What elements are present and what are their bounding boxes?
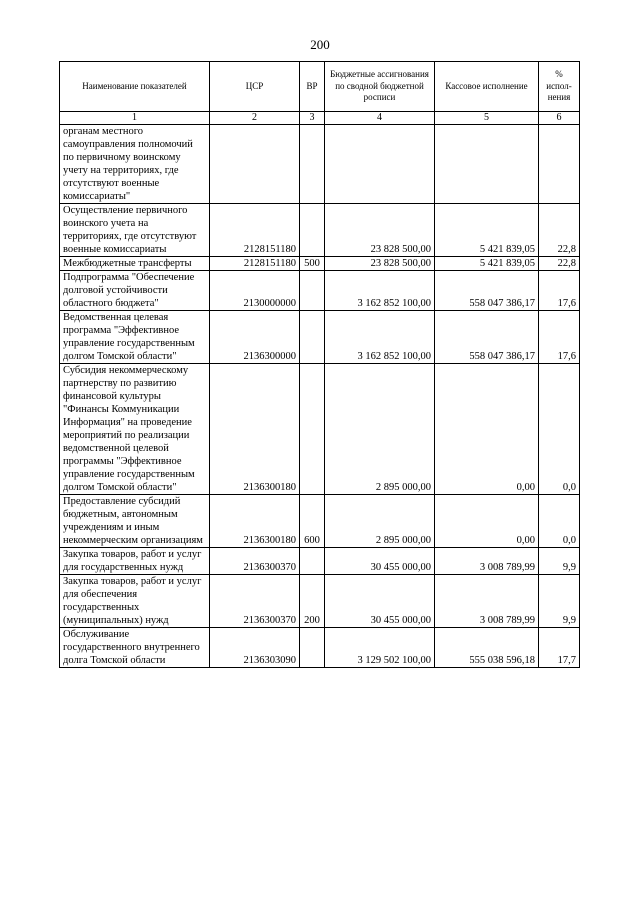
table-row <box>60 364 580 495</box>
row-csr: 2136300000 <box>210 311 300 364</box>
row-vr: 600 <box>300 495 325 548</box>
row-vr: 200 <box>300 575 325 628</box>
row-csr: 2128151180 <box>210 257 300 271</box>
row-percent: 22,8 <box>539 204 580 257</box>
row-assignments <box>325 125 435 204</box>
row-assignments: 2 895 000,00 <box>325 495 435 548</box>
column-header-name: Наименование показателей <box>60 62 210 112</box>
row-vr <box>300 364 325 495</box>
column-number: 3 <box>300 112 325 125</box>
budget-table <box>59 61 580 668</box>
row-assignments: 30 455 000,00 <box>325 575 435 628</box>
row-csr: 2128151180 <box>210 204 300 257</box>
row-name: Закупка товаров, работ и услуг для обеспечения государственных (муниципальных) нужд <box>60 575 210 628</box>
row-assignments: 23 828 500,00 <box>325 204 435 257</box>
table-row <box>60 311 580 364</box>
row-percent: 0,0 <box>539 364 580 495</box>
row-csr: 2130000000 <box>210 271 300 311</box>
row-percent: 22,8 <box>539 257 580 271</box>
column-numbers-row <box>60 112 580 125</box>
row-vr <box>300 271 325 311</box>
row-assignments: 3 162 852 100,00 <box>325 271 435 311</box>
page-number: 200 <box>310 37 330 52</box>
column-header-execution: Кассовое исполнение <box>435 62 539 112</box>
row-csr: 2136300180 <box>210 364 300 495</box>
row-percent <box>539 125 580 204</box>
row-name: Межбюджетные трансферты <box>60 257 210 271</box>
column-number: 6 <box>539 112 580 125</box>
row-execution: 3 008 789,99 <box>435 575 539 628</box>
row-name: Предоставление субсидий бюджетным, автономным учреждениям и иным некоммерческим организациям <box>60 495 210 548</box>
column-number: 4 <box>325 112 435 125</box>
table-row <box>60 125 580 204</box>
row-percent: 17,7 <box>539 628 580 668</box>
row-csr: 2136300180 <box>210 495 300 548</box>
row-execution: 0,00 <box>435 364 539 495</box>
row-assignments: 30 455 000,00 <box>325 548 435 575</box>
row-execution: 0,00 <box>435 495 539 548</box>
table-row <box>60 628 580 668</box>
row-execution: 558 047 386,17 <box>435 311 539 364</box>
row-assignments: 23 828 500,00 <box>325 257 435 271</box>
row-name: Ведомственная целевая программа "Эффективное управление государственным долгом Томской области" <box>60 311 210 364</box>
header-row <box>60 62 580 112</box>
row-vr <box>300 548 325 575</box>
row-execution: 555 038 596,18 <box>435 628 539 668</box>
row-name: Осуществление первичного воинского учета на территориях, где отсутствуют военные комиссариаты <box>60 204 210 257</box>
row-name: Закупка товаров, работ и услуг для государственных нужд <box>60 548 210 575</box>
row-percent: 0,0 <box>539 495 580 548</box>
row-assignments: 2 895 000,00 <box>325 364 435 495</box>
table-row <box>60 204 580 257</box>
row-vr <box>300 311 325 364</box>
row-name: Субсидия некоммерческому партнерству по развитию финансовой культуры "Финансы Коммуникации Информация" на проведение мероприятий по реализации ведомственной целевой программы "Эффективное управление государственным долгом Томской области" <box>60 364 210 495</box>
row-vr: 500 <box>300 257 325 271</box>
table-row <box>60 495 580 548</box>
row-csr: 2136300370 <box>210 548 300 575</box>
row-percent: 17,6 <box>539 311 580 364</box>
row-assignments: 3 129 502 100,00 <box>325 628 435 668</box>
row-vr <box>300 204 325 257</box>
column-header-csr: ЦСР <box>210 62 300 112</box>
row-csr: 2136300370 <box>210 575 300 628</box>
column-number: 1 <box>60 112 210 125</box>
row-execution: 3 008 789,99 <box>435 548 539 575</box>
row-percent: 9,9 <box>539 575 580 628</box>
column-header-vr: ВР <box>300 62 325 112</box>
row-percent: 17,6 <box>539 271 580 311</box>
table-row <box>60 575 580 628</box>
row-execution: 5 421 839,05 <box>435 257 539 271</box>
row-execution: 5 421 839,05 <box>435 204 539 257</box>
column-number: 2 <box>210 112 300 125</box>
row-name: Обслуживание государственного внутреннего долга Томской области <box>60 628 210 668</box>
row-percent: 9,9 <box>539 548 580 575</box>
row-name: Подпрограмма "Обеспечение долговой устойчивости областного бюджета" <box>60 271 210 311</box>
row-csr: 2136303090 <box>210 628 300 668</box>
table-row <box>60 271 580 311</box>
row-name: органам местного самоуправления полномочий по первичному воинскому учету на территориях, где отсутствуют военные комиссариаты" <box>60 125 210 204</box>
table-row <box>60 548 580 575</box>
column-header-assignments: Бюджетные ассигнования по сводной бюджетной росписи <box>325 62 435 112</box>
column-header-percent: % испол-нения <box>539 62 580 112</box>
row-assignments: 3 162 852 100,00 <box>325 311 435 364</box>
row-execution <box>435 125 539 204</box>
row-csr <box>210 125 300 204</box>
row-vr <box>300 125 325 204</box>
row-vr <box>300 628 325 668</box>
column-number: 5 <box>435 112 539 125</box>
table-row <box>60 257 580 271</box>
row-execution: 558 047 386,17 <box>435 271 539 311</box>
